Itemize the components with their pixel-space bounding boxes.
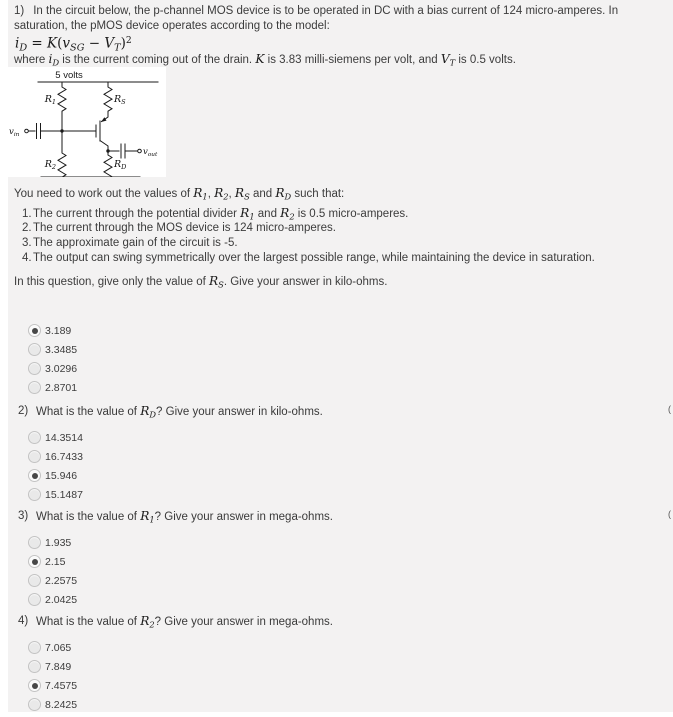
question-block — [8, 402, 673, 507]
answer-option[interactable] — [8, 340, 673, 359]
input-capacitor — [37, 124, 41, 139]
option-label: 15.1487 — [45, 488, 83, 501]
option-label: 3.0296 — [45, 362, 78, 375]
radio-button[interactable] — [28, 450, 41, 463]
gate-node-dot — [60, 129, 63, 132]
radio-button[interactable] — [28, 381, 41, 394]
option-label: 7.4575 — [45, 679, 78, 692]
radio-button[interactable] — [28, 362, 41, 375]
option-label: 2.8701 — [45, 381, 78, 394]
radio-button[interactable] — [28, 593, 41, 606]
output-capacitor — [121, 144, 125, 158]
question-options — [8, 533, 673, 609]
radio-button[interactable] — [28, 574, 41, 587]
radio-button[interactable] — [28, 488, 41, 501]
vout-label: $v_{out}$ — [143, 147, 158, 158]
option-label: 7.849 — [45, 660, 72, 673]
question-number: 2) — [18, 405, 29, 417]
question-1-body: In the circuit below, the p-channel MOS device is to be operated in DC with a bias current of 124 micro-amperes. In saturation, the pMOS device operates according to the model: — [14, 5, 619, 32]
vout-terminal — [138, 149, 142, 153]
radio-button[interactable] — [28, 431, 41, 444]
rd-label: $R_D$ — [114, 159, 127, 171]
question-block — [8, 507, 673, 612]
option-label: 3.3485 — [45, 343, 78, 356]
radio-button[interactable] — [28, 660, 41, 673]
answer-option[interactable] — [8, 321, 673, 340]
question-prompt: What is the value of $R_2$? Give your answer in mega-ohms. — [36, 614, 333, 630]
radio-button[interactable] — [28, 679, 41, 692]
answer-option[interactable] — [8, 590, 673, 609]
requirement-item: 3.The approximate gain of the circuit is -5. — [22, 237, 238, 249]
answer-option[interactable] — [8, 447, 673, 466]
requirements-intro: You need to work out the values of $R_1$, $R_2$, $R_S$ and $R_D$ such that: — [14, 186, 345, 202]
option-label: 14.3514 — [45, 431, 83, 444]
radio-button[interactable] — [28, 343, 41, 356]
radio-button[interactable] — [28, 469, 41, 482]
drain-node-dot — [106, 149, 109, 152]
question-header — [8, 612, 673, 632]
option-label: 1.935 — [45, 536, 72, 549]
option-label: 2.0425 — [45, 593, 78, 606]
requirements-list — [22, 206, 669, 266]
option-label: 2.15 — [45, 555, 66, 568]
clipped-edge-text: ( — [668, 404, 671, 414]
answer-option[interactable] — [8, 359, 673, 378]
radio-button[interactable] — [28, 698, 41, 711]
source-branch — [102, 82, 113, 122]
radio-button[interactable] — [28, 641, 41, 654]
question-number: 4) — [18, 615, 29, 627]
answer-option[interactable] — [8, 657, 673, 676]
rs-label: $R_S$ — [114, 94, 126, 106]
question-header — [8, 402, 673, 422]
question-number: 3) — [18, 510, 29, 522]
answer-option[interactable] — [8, 378, 673, 397]
answer-option[interactable] — [8, 552, 673, 571]
pmos-source-arrow — [101, 117, 107, 122]
vin-label: $v_{in}$ — [9, 127, 20, 138]
question-prompt: What is the value of $R_1$? Give your answer in mega-ohms. — [36, 509, 333, 525]
mos-model-formula: $i_D = K(v_{SG} - V_T)^2$ — [15, 35, 132, 54]
radio-button[interactable] — [28, 324, 41, 337]
option-label: 8.2425 — [45, 698, 78, 711]
question-options — [8, 638, 673, 714]
answer-option[interactable] — [8, 485, 673, 504]
answer-option[interactable] — [8, 428, 673, 447]
question-number: 1) — [14, 5, 25, 17]
radio-button[interactable] — [28, 555, 41, 568]
option-label: 15.946 — [45, 469, 78, 482]
clipped-edge-text: ( — [668, 509, 671, 519]
list-number: 2. — [22, 222, 32, 234]
formula-explanation: where $i_D$ is the current coming out of the drain. K is 3.83 milli-siemens per volt, and $V_T$ is 0.5 volts. — [14, 52, 516, 68]
radio-button[interactable] — [28, 536, 41, 549]
quiz-page — [8, 0, 673, 712]
supply-voltage-label: 5 volts — [55, 70, 83, 81]
requirement-item: 2.The current through the MOS device is 124 micro-amperes. — [22, 222, 336, 234]
requirement-item: 4.The output can swing symmetrically over the largest possible range, while maintaining the device in saturation. — [22, 252, 595, 264]
answer-option[interactable] — [8, 533, 673, 552]
question-1-text — [14, 4, 669, 34]
drain-branch — [100, 141, 112, 178]
questions-area — [8, 402, 673, 717]
answer-option[interactable] — [8, 638, 673, 657]
circuit-diagram — [8, 67, 166, 177]
list-number: 3. — [22, 237, 32, 249]
option-label: 16.7433 — [45, 450, 83, 463]
option-label: 2.2575 — [45, 574, 78, 587]
question-1-instruction: In this question, give only the value of $R_S$. Give your answer in kilo-ohms. — [14, 274, 388, 290]
answer-option[interactable] — [8, 571, 673, 590]
r2-label: $R_2$ — [44, 159, 56, 171]
question-prompt: What is the value of $R_D$? Give your answer in kilo-ohms. — [36, 404, 323, 420]
answer-option[interactable] — [8, 466, 673, 485]
option-label: 7.065 — [45, 641, 72, 654]
question-1-options — [8, 315, 673, 397]
vin-terminal — [25, 129, 29, 133]
option-label: 3.189 — [45, 324, 72, 337]
question-block — [8, 612, 673, 717]
question-header — [8, 507, 673, 527]
list-number: 4. — [22, 252, 32, 264]
r1-label: $R_1$ — [44, 94, 56, 106]
answer-option[interactable] — [8, 676, 673, 695]
list-number: 1. — [22, 208, 32, 220]
question-options — [8, 428, 673, 504]
answer-option[interactable] — [8, 695, 673, 714]
requirement-item: 1.The current through the potential divider $R_1$ and $R_2$ is 0.5 micro-amperes. — [22, 206, 409, 222]
circuit-svg — [8, 67, 166, 177]
